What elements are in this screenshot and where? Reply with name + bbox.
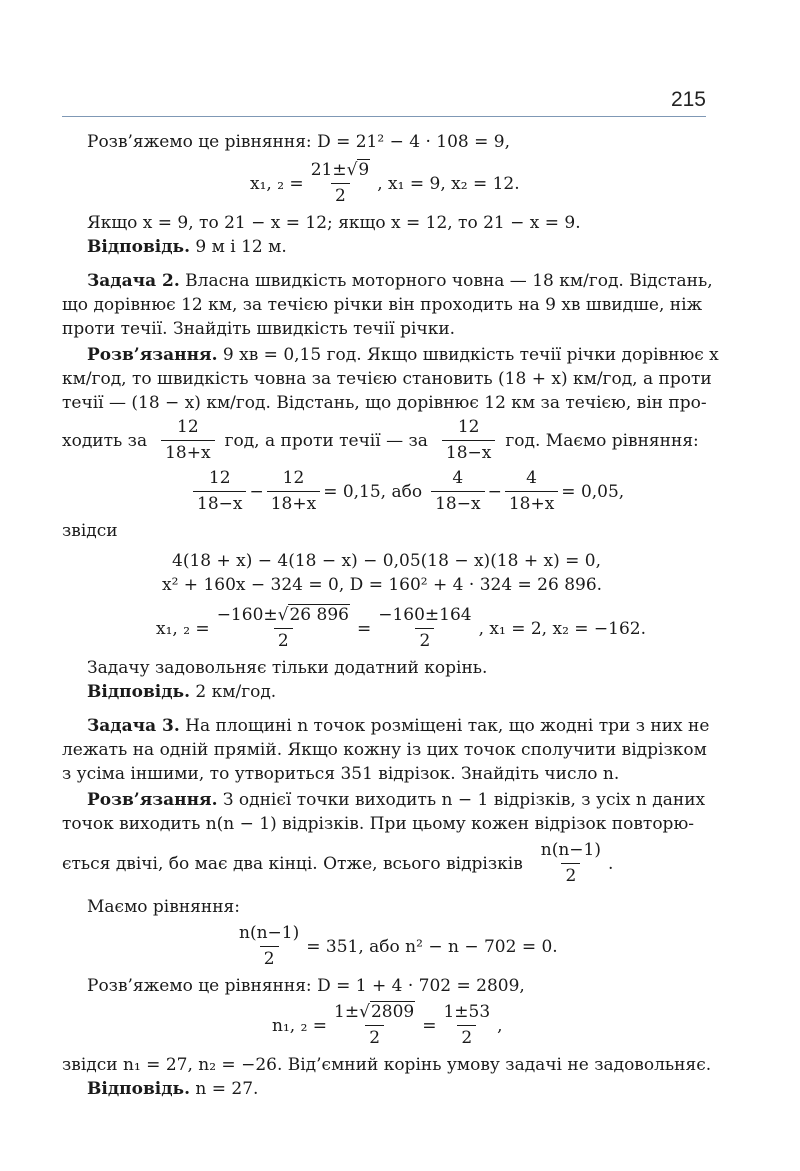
equation-7: n₁, ₂ = $\frac{1\pm√2809}{2}$ = $\frac{1\pm 53}{2}$ , bbox=[272, 1002, 503, 1048]
eq2-fraction-1: $\frac{12}{18-x}$ bbox=[193, 468, 246, 515]
answer-2: Відповідь. 2 км/год. bbox=[87, 682, 277, 702]
task-2-line-1: Задача 2. Власна швидкість моторного човна — 18 км/год. Відстань, bbox=[87, 271, 713, 291]
header-rule bbox=[62, 116, 706, 117]
eq7-fraction-2: $\frac{1\pm 53}{2}$ bbox=[443, 1002, 491, 1048]
task-2-line-2: що дорівнює 12 км, за течією річки він проходить на 9 хв швидше, ніж bbox=[62, 295, 703, 315]
sqrt-symbol: √2809 bbox=[359, 1002, 415, 1022]
paragraph-positive-root: Задачу задовольняє тільки додатний корінь. bbox=[87, 658, 488, 678]
page-number: 215 bbox=[670, 88, 706, 111]
eq1-den: 2 bbox=[331, 183, 350, 207]
equation-6: $\frac{n(n-1)}{2}$ = 351, або n² − n − 702 = 0. bbox=[62, 923, 710, 970]
eq2-fraction-4: $\frac{4}{18+x}$ bbox=[505, 468, 558, 515]
fraction-upstream-time: $\frac{12}{18-x}$ bbox=[442, 417, 495, 464]
solution-2-line-2: км/год, то швидкість човна за течією становить (18 + x) км/год, а проти bbox=[62, 369, 712, 389]
fraction-segments: $\frac{n(n-1)}{2}$ bbox=[540, 840, 602, 886]
paragraph-equation-intro: Маємо рівняння: bbox=[87, 897, 240, 917]
answer-1: Відповідь. 9 м і 12 м. bbox=[87, 237, 287, 257]
eq2-fraction-3: $\frac{4}{18-x}$ bbox=[431, 468, 484, 515]
equation-roots-1 bbox=[62, 160, 710, 207]
word-zvidsy: звідси bbox=[62, 521, 118, 541]
task-2-line-3: проти течії. Знайдіть швидкість течії річки. bbox=[62, 319, 456, 339]
paragraph-roots-conclusion: звідси n₁ = 27, n₂ = −26. Від’ємний корінь умову задачі не задовольняє. bbox=[62, 1055, 712, 1075]
answer-3: Відповідь. n = 27. bbox=[87, 1079, 259, 1099]
solution-3-line-2: точок виходить n(n − 1) відрізків. При цьому кожен відрізок повторю- bbox=[62, 814, 694, 834]
equation-2: $\frac{12}{18-x}$ − $\frac{12}{18+x}$ = 0,15, або $\frac{4}{18-x}$ − $\frac{4}{18+x}$ = 0,05, bbox=[62, 468, 710, 515]
task-3-line-3: з усіма іншими, то утвориться 351 відрізок. Знайдіть число n. bbox=[62, 764, 620, 784]
eq2-fraction-2: $\frac{12}{18+x}$ bbox=[267, 468, 320, 515]
eq1-num: 21± bbox=[310, 160, 347, 180]
sqrt-symbol: √9 bbox=[346, 160, 370, 180]
paragraph-check: Якщо x = 9, то 21 − x = 12; якщо x = 12, то 21 − x = 9. bbox=[87, 213, 581, 233]
solution-3-line-1: Розв’язання. З однієї точки виходить n − 1 відрізків, з усіх n даних bbox=[87, 790, 706, 810]
equation-5: x₁, ₂ = $\frac{-160\pm√26 896}{2}$ = $\frac{-160\pm 164}{2}$ , x₁ = 2, x₂ = −162. bbox=[156, 605, 647, 651]
solution-2-line-3: течії — (18 − x) км/год. Відстань, що дорівнює 12 км за течією, він про- bbox=[62, 393, 707, 413]
task-3-line-1: Задача 3. На площині n точок розміщені так, що жодні три з них не bbox=[87, 716, 710, 736]
eq1-rest: , x₁ = 9, x₂ = 12. bbox=[377, 173, 520, 194]
eq1-fraction bbox=[307, 160, 375, 207]
page-content bbox=[62, 130, 719, 1101]
eq5-fraction-1: $\frac{-160\pm√26 896}{2}$ bbox=[216, 605, 349, 651]
sqrt-symbol: √26 896 bbox=[277, 605, 349, 625]
task-3-line-2: лежать на одній прямій. Якщо кожну із цих точок сполучити відрізком bbox=[62, 740, 707, 760]
paragraph-discriminant-3: Розв’яжемо це рівняння: D = 1 + 4 · 702 = 2809, bbox=[87, 976, 525, 996]
solution-2-line-1: Розв’язання. 9 хв = 0,15 год. Якщо швидкість течії річки дорівнює x bbox=[87, 345, 719, 365]
solution-2-line-4: ходить за $\frac{12}{18+x}$ год, а проти течії — за $\frac{12}{18-x}$ год. Маємо рівняння: bbox=[62, 417, 699, 463]
equation-4: x² + 160x − 324 = 0, D = 160² + 4 · 324 = 26 896. bbox=[162, 575, 603, 595]
paragraph-discriminant-1: Розв’яжемо це рівняння: D = 21² − 4 · 108 = 9, bbox=[87, 132, 510, 152]
eq1-lhs: x₁, ₂ = bbox=[250, 173, 304, 194]
eq6-fraction: $\frac{n(n-1)}{2}$ bbox=[239, 923, 300, 969]
eq7-fraction-1: $\frac{1\pm√2809}{2}$ bbox=[334, 1002, 415, 1048]
eq5-fraction-2: $\frac{-160\pm 164}{2}$ bbox=[378, 605, 472, 651]
solution-3-line-3: ється двічі, бо має два кінці. Отже, всього відрізків $\frac{n(n-1)}{2}$ . bbox=[62, 840, 614, 886]
equation-3: 4(18 + x) − 4(18 − x) − 0,05(18 − x)(18 + x) = 0, bbox=[172, 551, 602, 571]
fraction-downstream-time: $\frac{12}{18+x}$ bbox=[161, 417, 214, 464]
